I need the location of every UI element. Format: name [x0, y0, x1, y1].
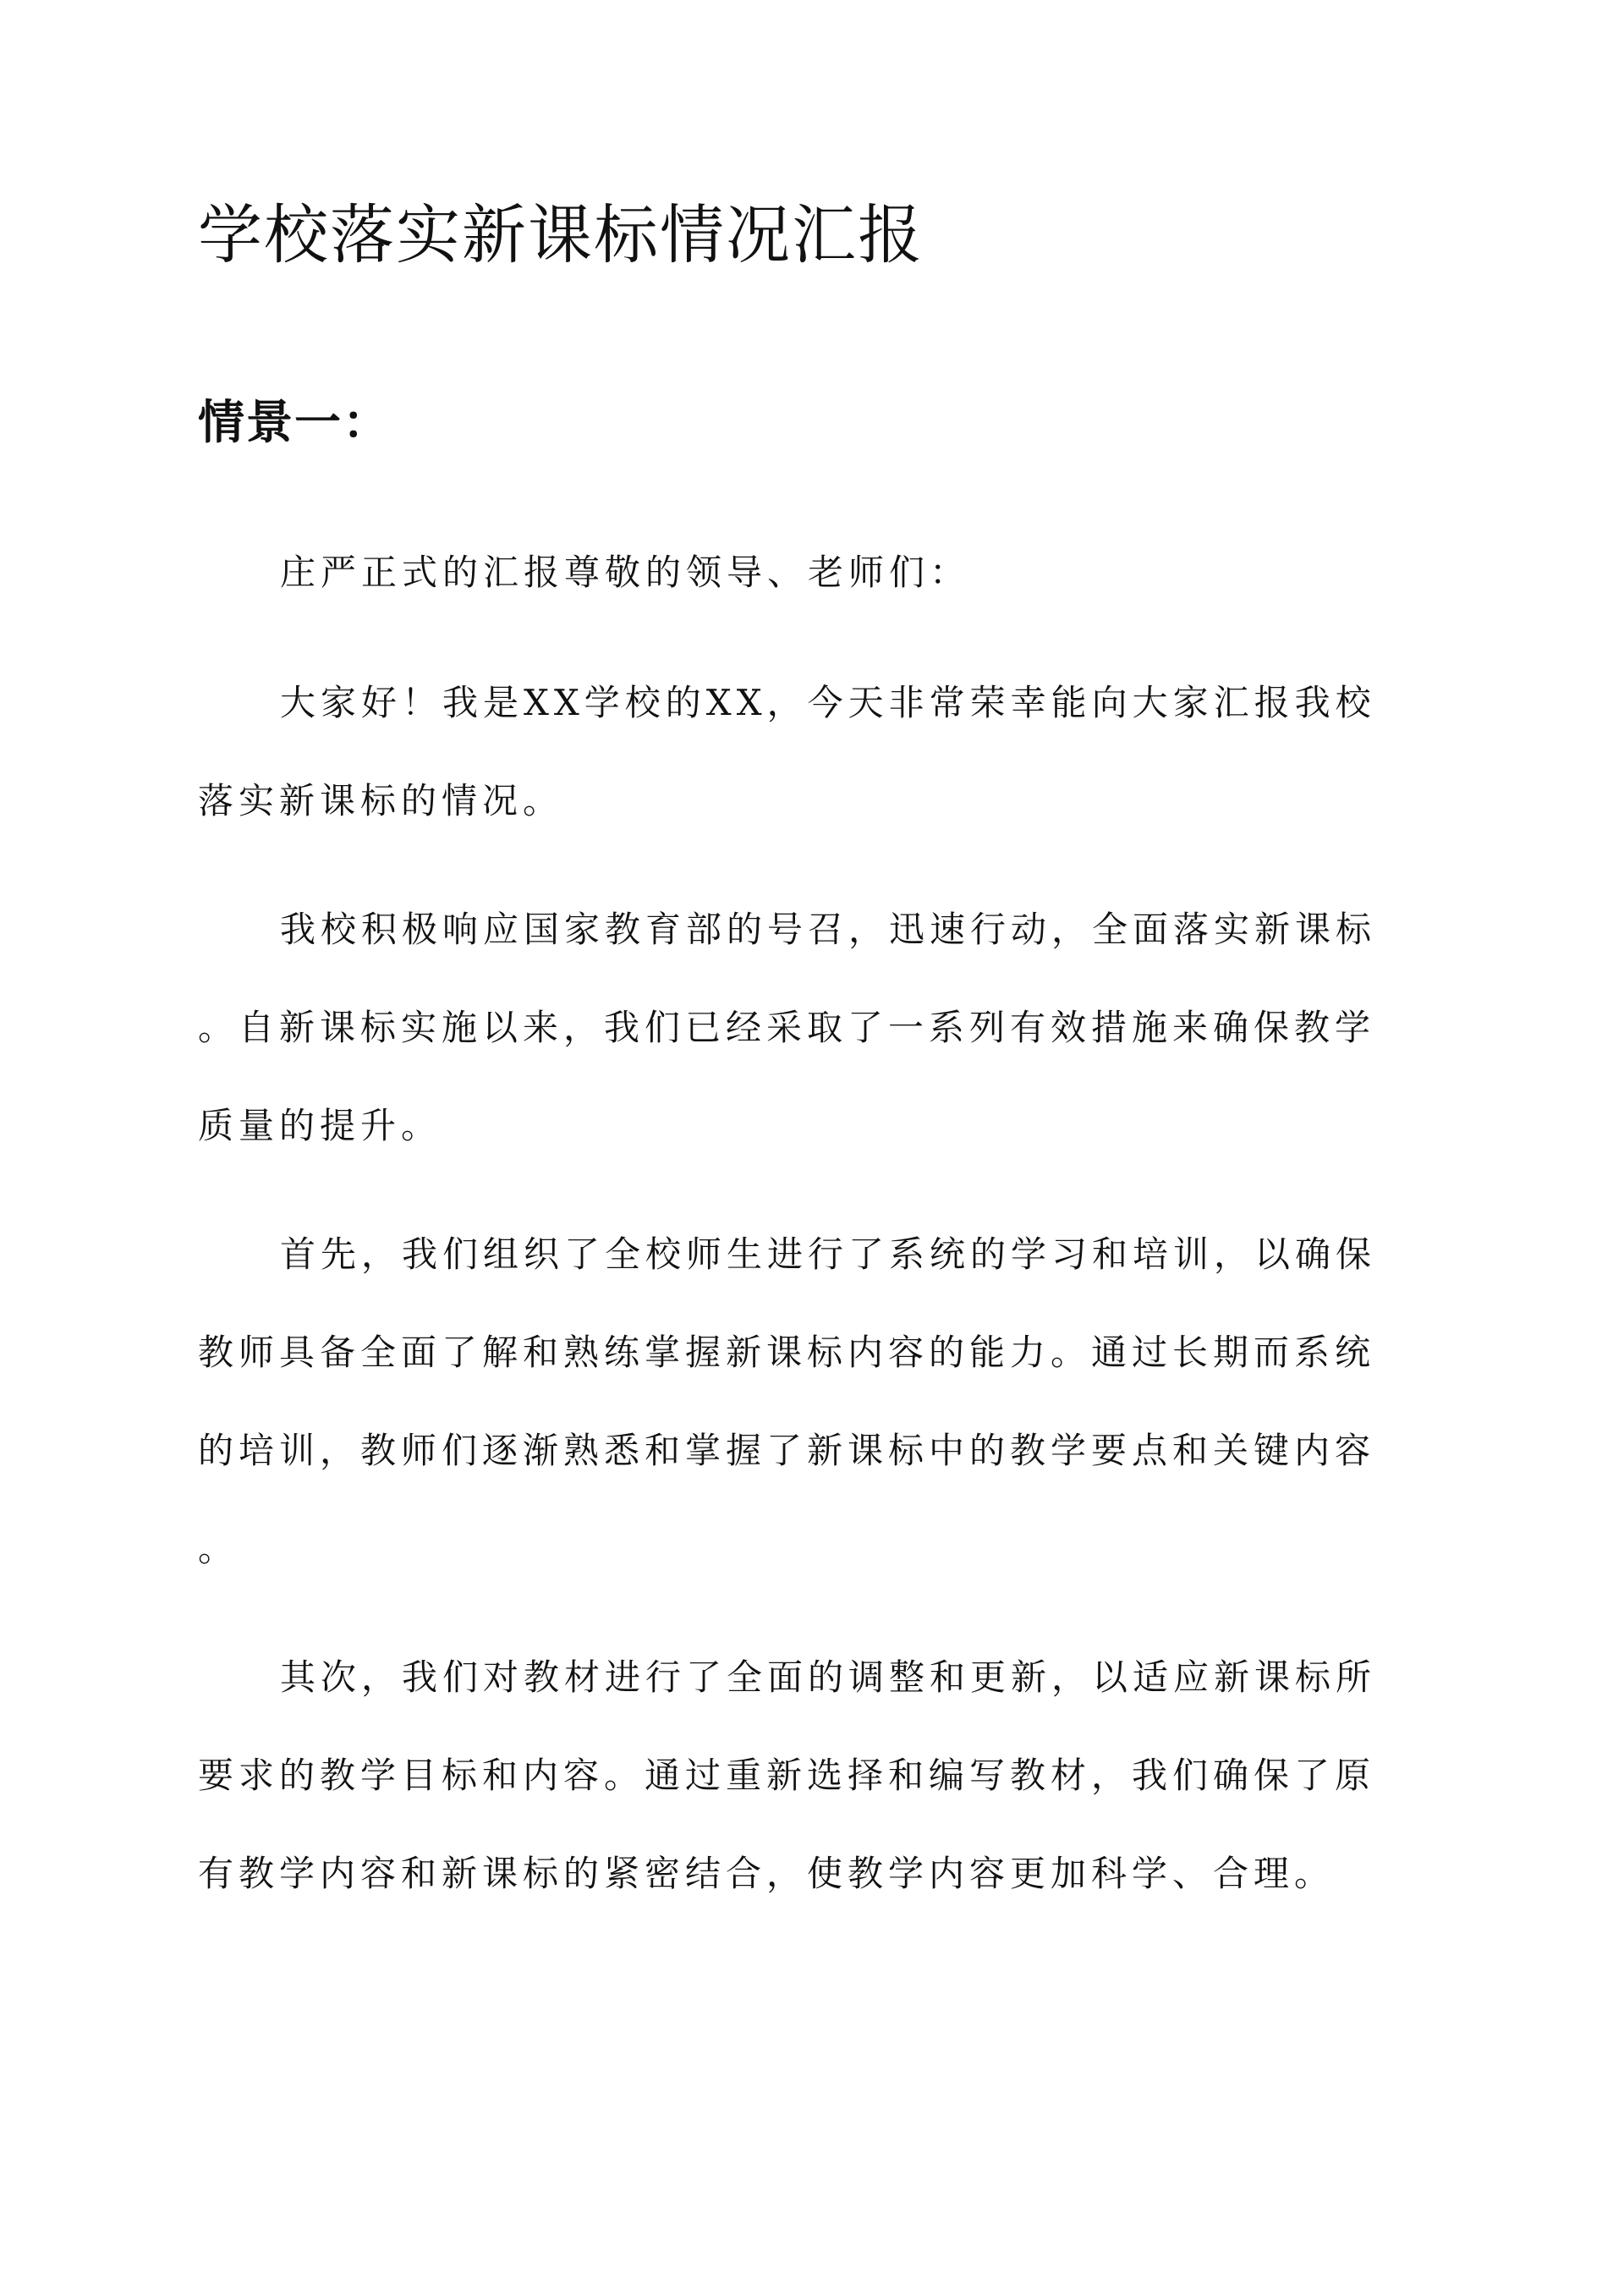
paragraph-2-line-1: 大家好！我是XX学校的XX，今天非常荣幸能向大家汇报我校: [280, 682, 1376, 723]
paragraph-4-line-1: 首先，我们组织了全校师生进行了系统的学习和培训，以确保: [280, 1233, 1377, 1275]
paragraph-2-line-2: 落实新课标的情况。: [198, 780, 564, 821]
paragraph-4-line-2: 教师具备全面了解和熟练掌握新课标内容的能力。通过长期而系统: [198, 1332, 1376, 1373]
paragraph-5-line-1: 其次，我们对教材进行了全面的调整和更新，以适应新课标所: [280, 1656, 1377, 1698]
section-heading: 情景一：: [198, 394, 392, 449]
paragraph-5-line-2: 要求的教学目标和内容。通过重新选择和编写教材，我们确保了原: [198, 1755, 1376, 1796]
paragraph-1-line-1: 庄严正式的汇报尊敬的领导、老师们：: [280, 552, 971, 593]
paragraph-5-line-3: 有教学内容和新课标的紧密结合，使教学内容更加科学、合理。: [198, 1853, 1336, 1894]
paragraph-3-line-3: 质量的提升。: [198, 1105, 442, 1146]
paragraph-3-line-2: 。自新课标实施以来，我们已经采取了一系列有效措施来确保教学: [198, 1007, 1376, 1048]
paragraph-4-line-3: 的培训，教师们逐渐熟悉和掌握了新课标中的教学要点和关键内容: [198, 1430, 1376, 1471]
paragraph-3-line-1: 我校积极响应国家教育部的号召，迅速行动，全面落实新课标: [280, 909, 1377, 950]
paragraph-4-line-4: 。: [198, 1528, 239, 1569]
document-title: 学校落实新课标情况汇报: [198, 197, 924, 272]
